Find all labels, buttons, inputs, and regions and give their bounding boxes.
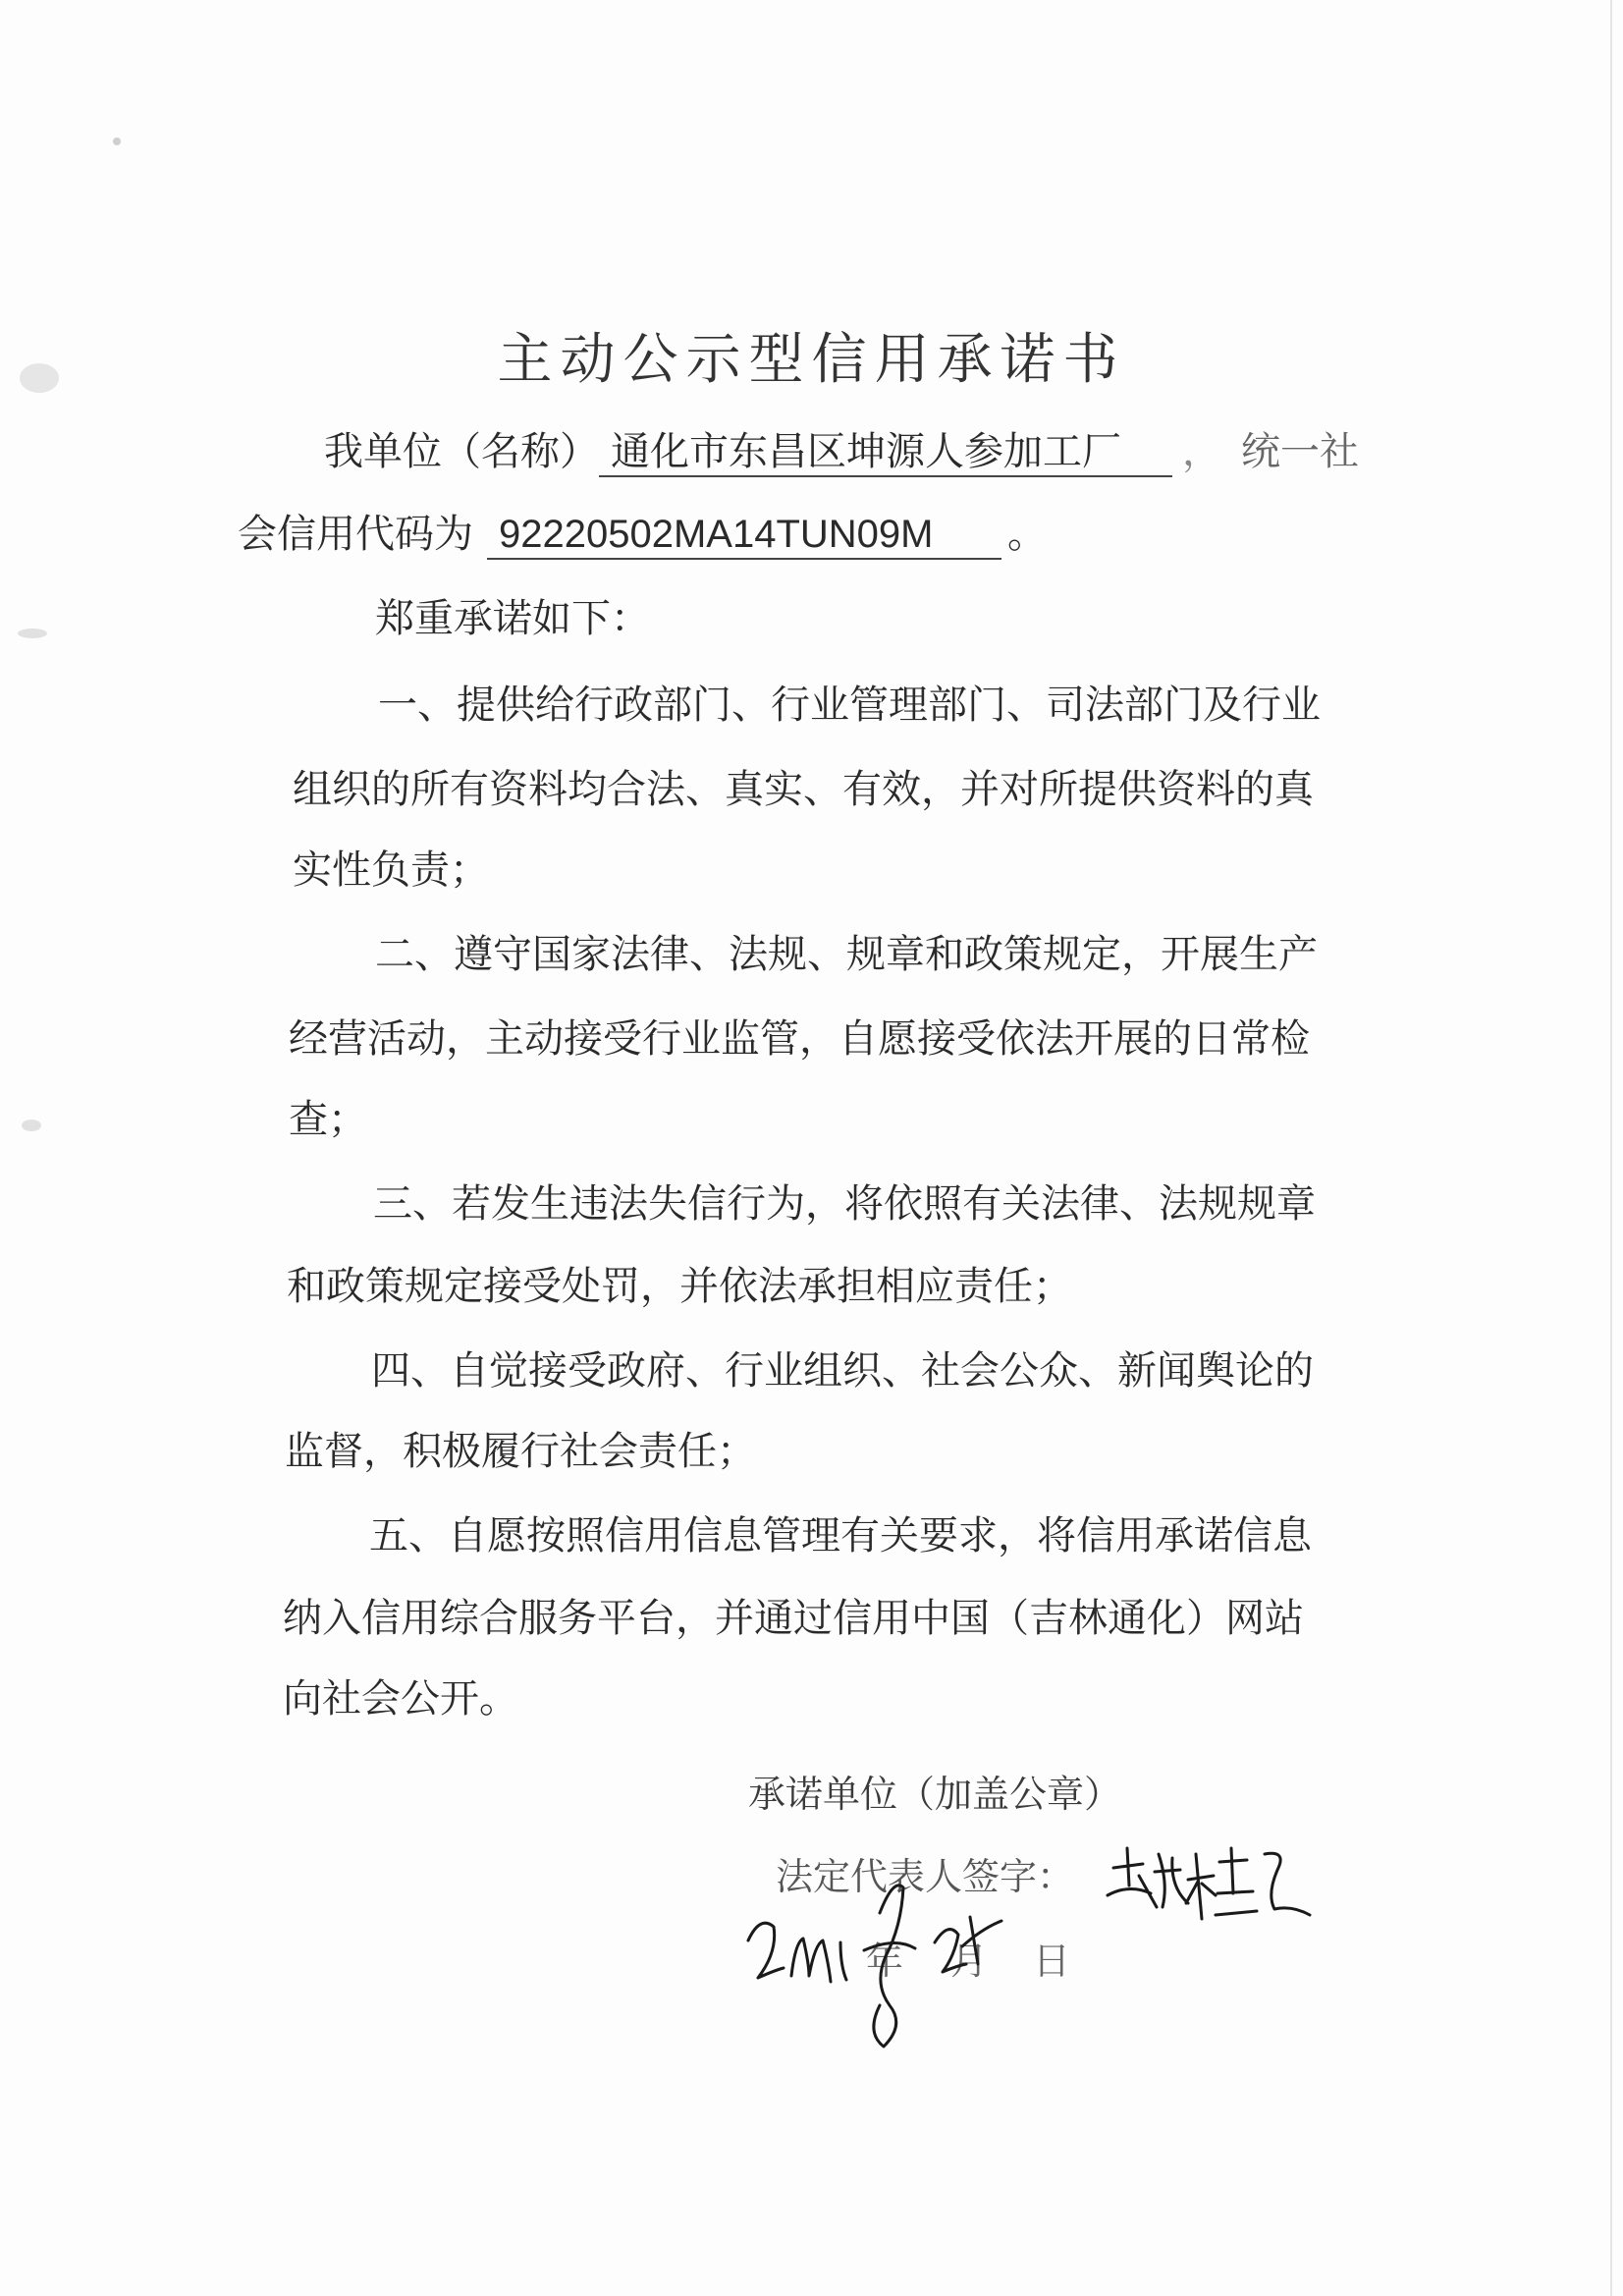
pledge-heading: 郑重承诺如下： <box>375 596 650 641</box>
scan-speck <box>18 629 47 638</box>
handwritten-date <box>738 1858 1072 2054</box>
representative-label: 法定代表人签字： <box>776 1855 1075 1898</box>
clause-3-line-1: 三、若发生违法失信行为，将依照有关法律、法规规章 <box>373 1181 1316 1227</box>
clause-2-line-2: 经营活动，主动接受行业监管，自愿接受依法开展的日常检 <box>289 1016 1310 1062</box>
date-year-label: 年 <box>866 1940 904 1983</box>
handwritten-signature <box>1100 1825 1325 1933</box>
document-title: 主动公示型信用承诺书 <box>497 328 1126 392</box>
clause-5-line-3: 向社会公开。 <box>283 1676 518 1722</box>
intro-suffix: 统一社 <box>1241 429 1359 474</box>
intro-line-1 <box>324 429 1359 477</box>
company-name-field: 通化市东昌区坤源人参加工厂 <box>599 432 1172 477</box>
date-month-label: 月 <box>950 1940 989 1983</box>
clause-1-line-3: 实性负责； <box>293 847 489 893</box>
clause-2-line-3: 查； <box>289 1097 367 1142</box>
intro-line-2 <box>238 512 1047 560</box>
clause-5-line-2: 纳入信用综合服务平台，并通过信用中国（吉林通化）网站 <box>283 1596 1304 1641</box>
clause-1-line-1: 一、提供给行政部门、行业管理部门、司法部门及行业 <box>378 683 1321 728</box>
intro-comma: ， <box>1182 429 1221 474</box>
intro-prefix: 我单位（名称） <box>324 429 599 474</box>
unit-seal-label: 承诺单位（加盖公章） <box>748 1773 1122 1816</box>
clause-1-line-2: 组织的所有资料均合法、真实、有效，并对所提供资料的真 <box>293 767 1314 812</box>
clause-4-line-1: 四、自觉接受政府、行业组织、社会公众、新闻舆论的 <box>371 1348 1314 1394</box>
clause-3-line-2: 和政策规定接受处罚，并依法承担相应责任； <box>287 1264 1072 1309</box>
scan-speck <box>113 137 121 145</box>
clause-2-line-1: 二、遵守国家法律、法规、规章和政策规定，开展生产 <box>375 932 1318 977</box>
intro-line2-prefix: 会信用代码为 <box>238 512 473 557</box>
clause-5-line-1: 五、自愿按照信用信息管理有关要求，将信用承诺信息 <box>369 1513 1312 1558</box>
credit-code-field: 92220502MA14TUN09M <box>487 515 1001 560</box>
clause-4-line-2: 监督，积极履行社会责任； <box>285 1429 756 1474</box>
date-day-label: 日 <box>1033 1940 1071 1983</box>
scan-speck <box>22 1120 41 1131</box>
intro-period: 。 <box>1007 512 1047 557</box>
